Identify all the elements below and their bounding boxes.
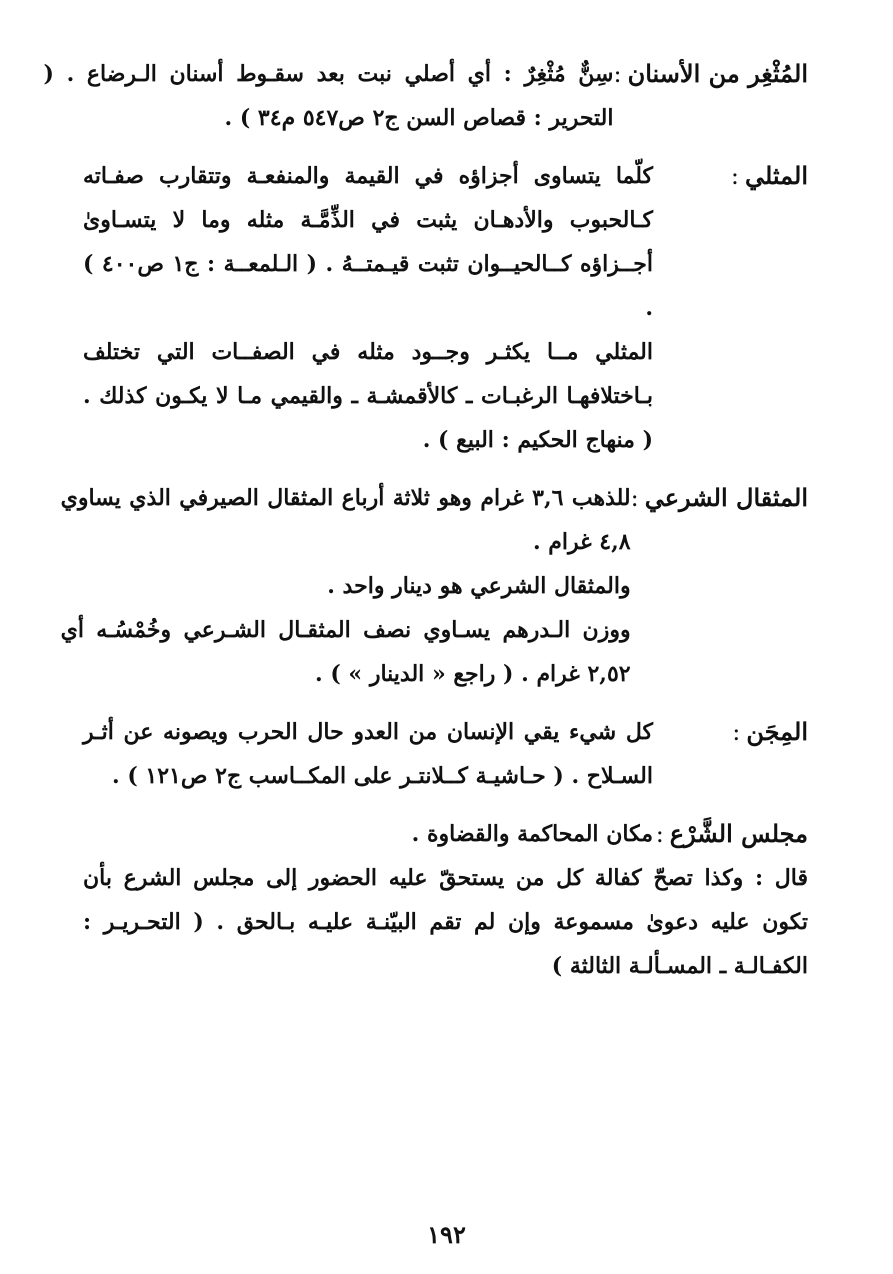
definition-paragraph-wide: قال : وكذا تصحّ كفالة كل من يستحقّ عليه الحضور إلى مجلس الشرع بأن تكون عليه دعوىٰ مسموعة وإن لم تقم البيّنـة عليـه بـالحق . ( التحـريـر : الكفـالـة ـ المسـألـة الثالثة )	[83, 865, 808, 979]
glossary-entries	[43, 52, 808, 1002]
term-text: المُثْغِر من الأسنان	[627, 59, 808, 88]
entry-definition	[83, 154, 653, 462]
glossary-entry	[83, 812, 808, 988]
term-text: المِجَن	[746, 717, 808, 746]
glossary-entry	[83, 710, 808, 798]
entry-term	[653, 154, 808, 198]
entry-term	[653, 812, 808, 856]
term-text: المثقال الشرعي	[644, 483, 808, 512]
definition-paragraph: كلّما يتساوى أجزاؤه في القيمة والمنفعـة وتتقارب صفـاته كـالحبوب والأدهـان يثبت في الذِّمَّـة مثله وما لا يتسـاوىٰ أجــزاؤه كــالحيــوان تثبت قيـمتــهُ . ( الـلمعــة : ج١ ص٤٠٠ ) .	[83, 163, 653, 321]
definition-paragraph: مكان المحاكمة والقضاوة .	[411, 821, 653, 847]
term-text: المثلي	[744, 161, 808, 190]
entry-term	[653, 710, 808, 754]
glossary-entry	[83, 154, 808, 462]
term-colon: :	[655, 820, 664, 848]
entry-definition	[83, 710, 653, 798]
definition-paragraph: كل شيء يقي الإنسان من العدو حال الحرب ويصونه عن أثـر السـلاح . ( حـاشيـة كــلانتـر على المكــاسب ج٢ ص١٢١ ) .	[83, 719, 653, 789]
term-text: مجلس الشَّرْع	[669, 819, 808, 848]
entry-definition	[44, 52, 614, 140]
page-number: ١٩٢	[427, 1220, 466, 1249]
definition-paragraph: للذهب ٣,٦ غرام وهو ثلاثة أرباع المثقال الصيرفي الذي يساوي ٤,٨ غرام .	[60, 485, 631, 555]
entry-term	[614, 52, 809, 96]
definition-paragraph: المثلي مــا يكثـر وجــود مثله في الصفــات التي تختلف بـاختلافهـا الرغبـات ـ كالأقمشـة ـ والقيمي مـا لا يكـون كذلك . ( منهاج الحكيم : البيع ) .	[83, 339, 653, 453]
definition-paragraph: ووزن الـدرهم يسـاوي نصف المثقـال الشـرعي وخُمْسُـه أي ٢,٥٢ غرام . ( راجع « الدينار » ) .	[60, 617, 631, 687]
entry-definition	[83, 812, 808, 988]
definition-paragraph: سِنٌّ مُثْغِرٌ : أي أصلي نبت بعد سقـوط أسنان الـرضاع . ( التحرير : قصاص السن ج٢ ص٥٤٧ م٣٤ ) .	[43, 61, 614, 131]
definition-paragraph: والمثقال الشرعي هو دينار واحد .	[327, 573, 631, 599]
glossary-entry	[60, 476, 808, 696]
term-colon: :	[630, 484, 639, 512]
glossary-entry	[43, 52, 808, 140]
term-colon: :	[732, 718, 741, 746]
term-colon: :	[613, 60, 622, 88]
term-colon: :	[730, 162, 739, 190]
entry-term	[631, 476, 808, 520]
entry-definition	[61, 476, 631, 696]
